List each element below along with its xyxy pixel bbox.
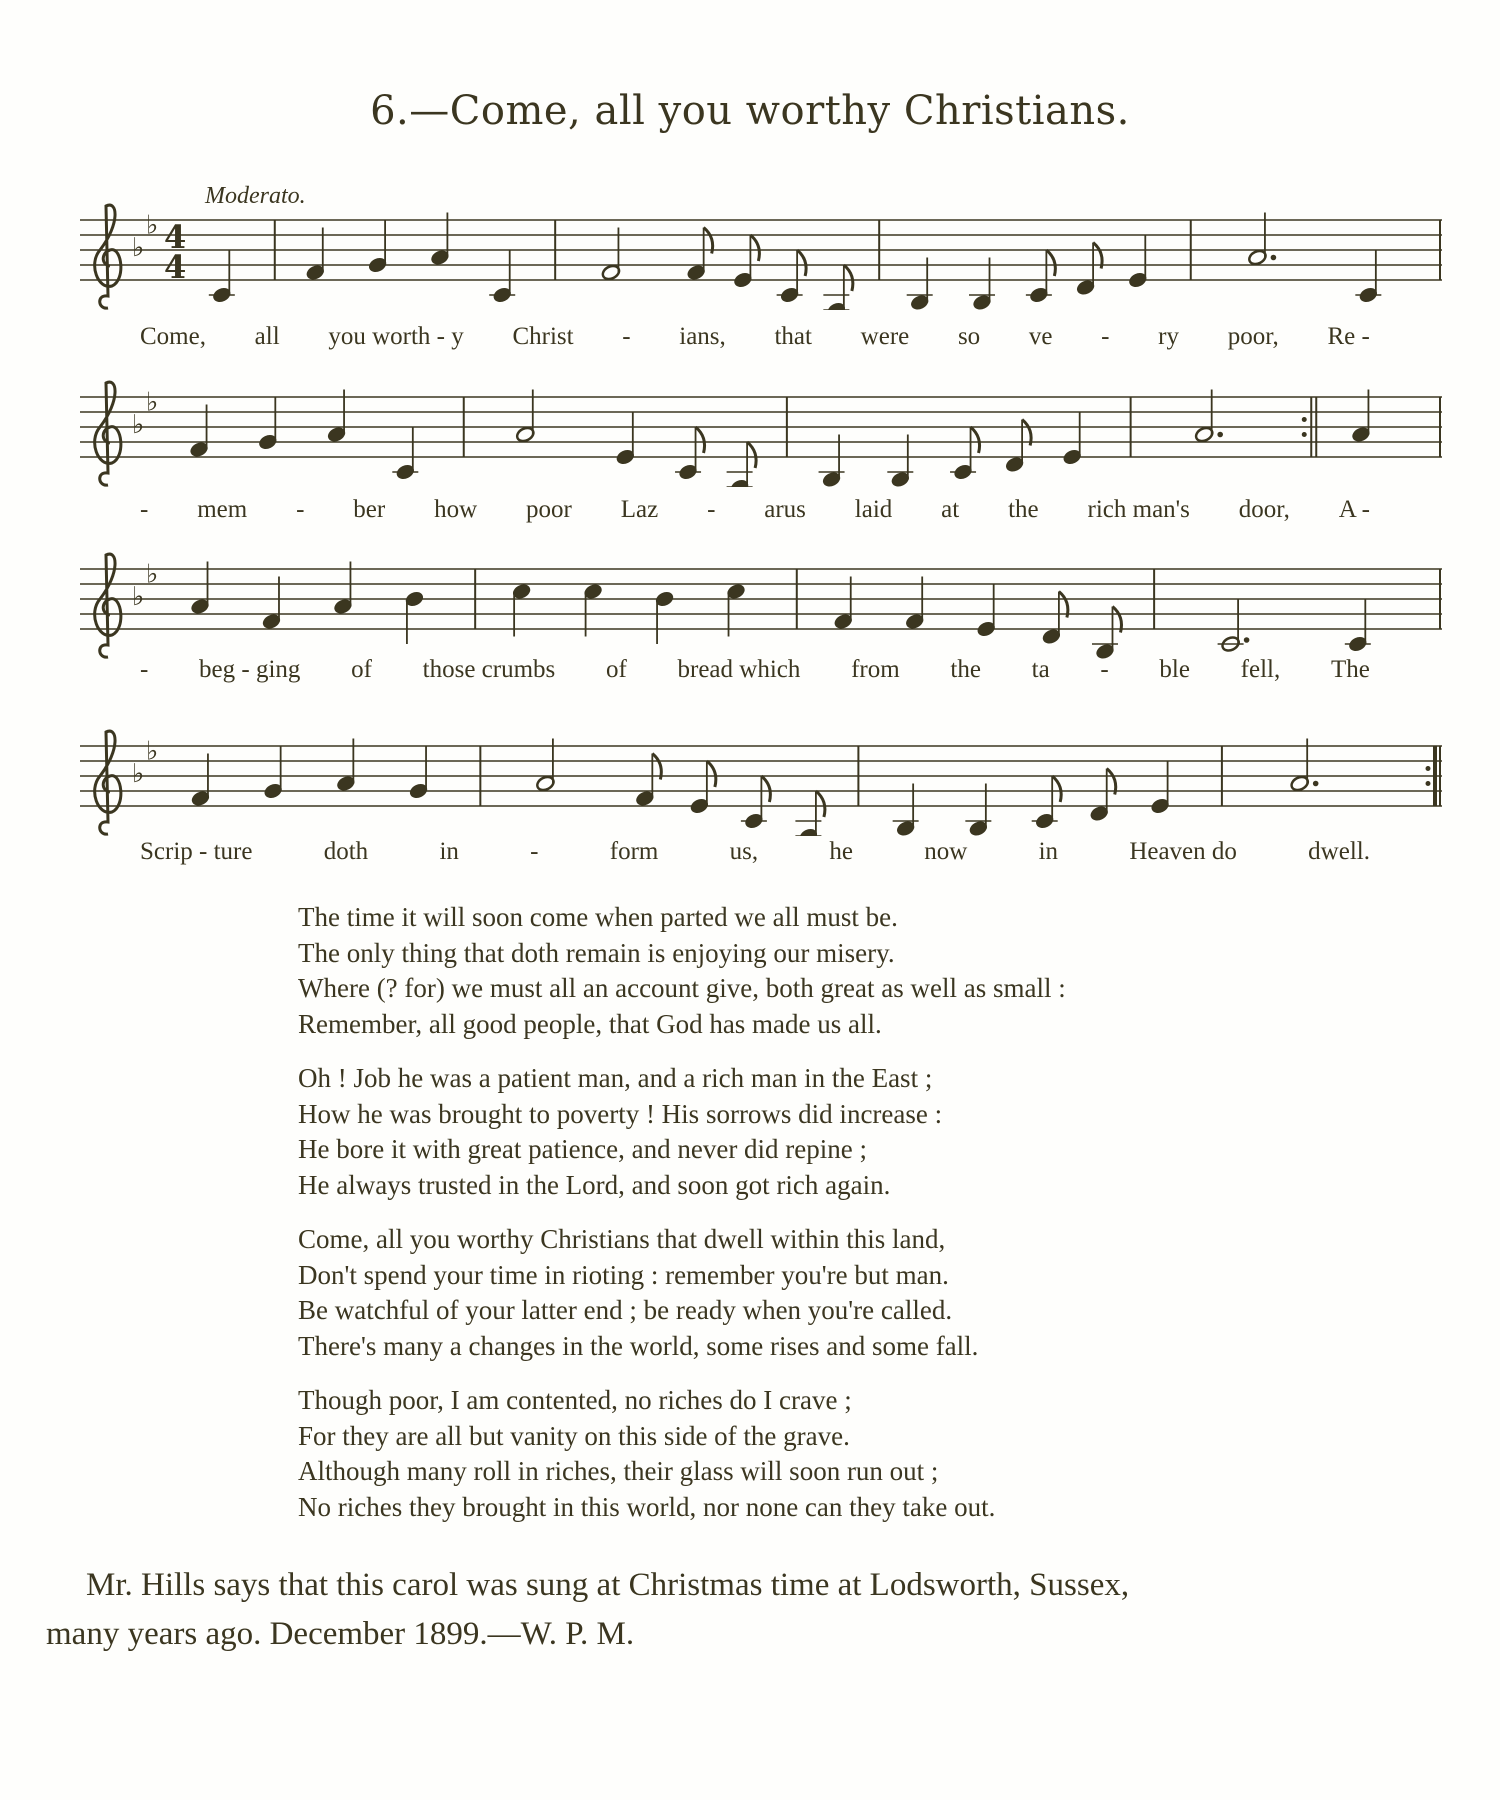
flat-sign: ♭: [146, 387, 159, 418]
augmentation-dot: [1313, 781, 1319, 787]
lyric-syllable: of: [605, 656, 627, 683]
flat-sign: ♭: [132, 582, 145, 612]
stanza-4: [298, 1383, 1066, 1525]
lyric-syllable: -: [622, 323, 631, 350]
lyric-syllable: all: [254, 323, 280, 350]
lyric-syllable: ry: [1158, 323, 1179, 350]
lyric-syllable: arus: [764, 496, 806, 523]
lyric-syllable: so: [957, 323, 981, 350]
music-staff-2: [80, 367, 1450, 487]
verse-line: Remember, all good people, that God has made us all.: [298, 1008, 882, 1039]
lyric-syllable: Laz: [620, 496, 659, 523]
verses: [298, 900, 1066, 1544]
lyric-syllable: us,: [729, 838, 759, 865]
lyric-syllable: those crumbs: [422, 656, 556, 683]
lyric-syllable: the: [1008, 496, 1039, 523]
verse-line: Be watchful of your latter end ; be ready when you're called.: [298, 1295, 953, 1325]
repeat-dot: [1302, 432, 1307, 437]
footnote-line-1: Mr. Hills says that this carol was sung at Christmas time at Lodsworth, Sussex,: [86, 1567, 1130, 1603]
lyric-syllable: of: [351, 656, 372, 683]
flat-sign: ♭: [146, 559, 159, 590]
flat-sign: ♭: [146, 210, 159, 241]
flat-sign: ♭: [132, 410, 145, 440]
note-flag: [816, 791, 825, 817]
verse-line: He bore it with great patience, and never did repine ;: [298, 1134, 868, 1164]
lyric-syllable: you worth - y: [328, 323, 464, 350]
lyric-syllable: poor,: [1227, 323, 1279, 350]
augmentation-dot: [1217, 432, 1223, 438]
augmentation-dot: [1244, 637, 1250, 643]
note-flag: [750, 235, 759, 261]
note-flag: [844, 265, 853, 291]
lyric-syllable: that: [774, 323, 812, 350]
lyric-syllable: mem: [197, 496, 248, 523]
lyric-syllable: were: [860, 323, 910, 350]
verse-line: The time it will soon come when parted we all must be.: [298, 902, 898, 932]
lyric-syllable: ble: [1159, 656, 1190, 683]
lyric-syllable: Christ: [512, 323, 574, 350]
stanza-2: [298, 1061, 1066, 1203]
lyric-syllable: ta: [1031, 656, 1050, 683]
lyric-syllable: Scrip - ture: [140, 838, 253, 865]
verse-line: Oh ! Job he was a patient man, and a rich man in the East ;: [298, 1063, 933, 1093]
note-flag: [797, 250, 806, 276]
note-flag: [707, 761, 716, 787]
lyric-syllable: -: [140, 656, 149, 683]
time-signature: 4: [164, 218, 187, 256]
lyric-syllable: rich man's: [1087, 496, 1190, 523]
stanza-3: [298, 1222, 1066, 1364]
lyric-syllable: -: [707, 496, 716, 523]
note-flag: [761, 776, 770, 802]
lyric-syllable: -: [1101, 323, 1110, 350]
note-flag: [747, 442, 756, 468]
lyrics-line-4: [140, 838, 1370, 866]
lyric-syllable: now: [924, 838, 968, 865]
verse-line: Where (? for) we must all an account give, both great as well as small :: [298, 973, 1066, 1003]
lyric-syllable: -: [140, 496, 149, 523]
repeat-dot: [1426, 766, 1431, 771]
lyric-syllable: at: [941, 496, 960, 523]
lyric-syllable: Re -: [1327, 323, 1370, 350]
augmentation-dot: [1271, 255, 1277, 261]
verse-line: No riches they brought in this world, nor none can they take out.: [298, 1491, 996, 1522]
lyric-syllable: Heaven do: [1129, 838, 1237, 865]
lyrics-line-3: [140, 656, 1370, 684]
time-signature: 4: [164, 248, 187, 286]
flat-sign: ♭: [132, 233, 145, 263]
note-flag: [1046, 250, 1055, 276]
flat-sign: ♭: [146, 736, 159, 767]
music-staff-1: [80, 190, 1450, 310]
verse-line: Though poor, I am contented, no riches do I crave ;: [298, 1385, 852, 1415]
lyrics-line-1: [140, 323, 1370, 351]
lyric-syllable: The: [1330, 656, 1370, 683]
lyric-syllable: bread which: [677, 656, 801, 683]
verse-line: The only thing that doth remain is enjoying our misery.: [298, 937, 895, 968]
page-title: 6.—Come, all you worthy Christians.: [370, 88, 1130, 134]
lyric-syllable: -: [296, 496, 305, 523]
music-staff-4: [80, 716, 1450, 836]
lyric-syllable: ber: [353, 496, 386, 523]
lyric-syllable: beg - ging: [199, 656, 301, 683]
lyric-syllable: dwell.: [1308, 838, 1370, 865]
tempo-marking: Moderato.: [205, 183, 306, 209]
stanza-1: [298, 900, 1066, 1042]
lyric-syllable: poor: [526, 496, 572, 523]
verse-line: For they are all but vanity on this side of the grave.: [298, 1420, 850, 1451]
lyric-syllable: door,: [1238, 496, 1290, 523]
lyric-syllable: the: [950, 656, 981, 683]
lyric-syllable: -: [530, 838, 539, 865]
footnote-line-2: many years ago. December 1899.—W. P. M.: [46, 1616, 635, 1652]
lyric-syllable: laid: [854, 496, 893, 523]
lyric-syllable: ians,: [679, 323, 726, 350]
verse-line: Don't spend your time in rioting : remember you're but man.: [298, 1259, 949, 1290]
note-flag: [971, 427, 980, 453]
verse-line: He always trusted in the Lord, and soon got rich again.: [298, 1169, 891, 1200]
lyric-syllable: -: [1100, 656, 1109, 683]
verse-line: There's many a changes in the world, some rises and some fall.: [298, 1330, 979, 1361]
lyric-syllable: Come,: [140, 323, 206, 350]
lyrics-line-2: [140, 496, 1370, 524]
verse-line: How he was brought to poverty ! His sorrows did increase :: [298, 1098, 943, 1129]
lyric-syllable: fell,: [1240, 656, 1281, 683]
verse-line: Come, all you worthy Christians that dwell within this land,: [298, 1224, 946, 1254]
music-staff-3: [80, 539, 1450, 659]
lyric-syllable: from: [851, 656, 900, 683]
note-flag: [1052, 776, 1061, 802]
lyric-syllable: how: [434, 496, 478, 523]
note-flag: [696, 427, 705, 453]
lyric-syllable: A -: [1338, 496, 1370, 523]
repeat-dot: [1426, 781, 1431, 786]
flat-sign: ♭: [132, 759, 145, 789]
lyric-syllable: in: [439, 838, 459, 865]
lyric-syllable: he: [829, 838, 853, 865]
repeat-dot: [1302, 417, 1307, 422]
lyric-syllable: doth: [323, 838, 369, 865]
lyric-syllable: in: [1038, 838, 1059, 865]
lyric-syllable: form: [609, 838, 659, 865]
verse-line: Although many roll in riches, their glass will soon run out ;: [298, 1456, 939, 1486]
lyric-syllable: ve: [1028, 323, 1053, 350]
